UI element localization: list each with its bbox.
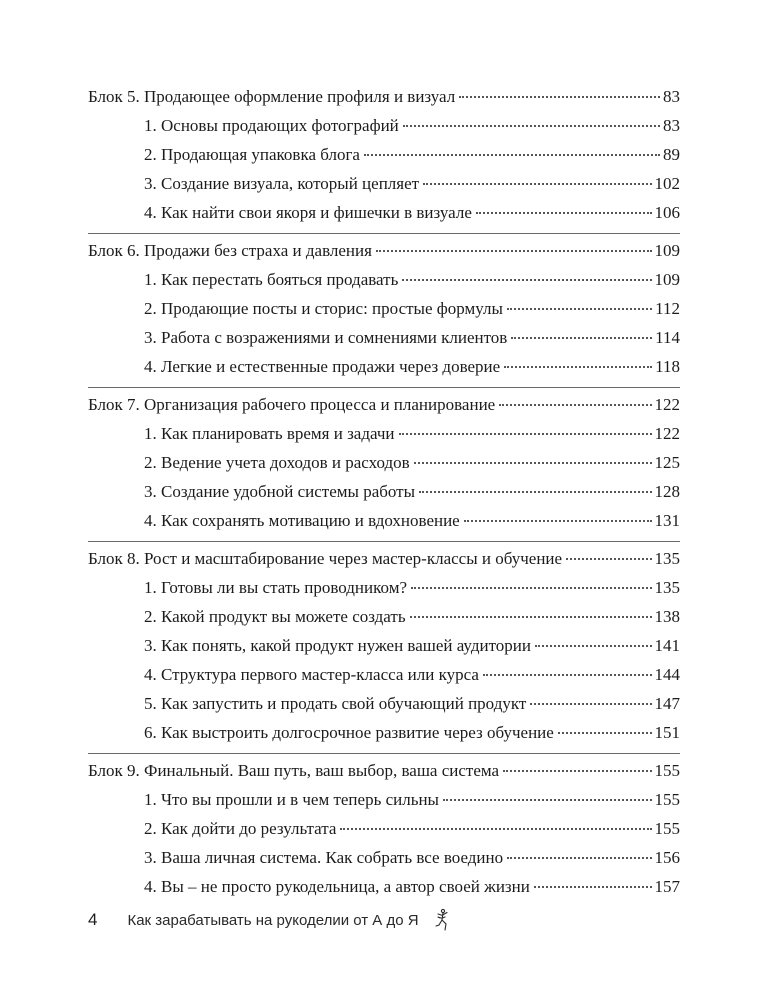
toc-item[interactable] xyxy=(88,115,680,136)
toc-page-number: 144 xyxy=(654,665,680,684)
dot-leader xyxy=(503,756,651,772)
dot-leader xyxy=(419,477,651,493)
toc-item-title: 3. Как понять, какой продукт нужен вашей аудитории xyxy=(144,636,532,655)
toc-item-title: 2. Продающая упаковка блога xyxy=(144,145,360,164)
toc-item[interactable] xyxy=(88,876,680,897)
dot-leader xyxy=(504,352,652,368)
toc-item-title: 3. Работа с возражениями и сомнениями клиентов xyxy=(144,328,508,347)
toc-item-title: 3. Ваша личная система. Как собрать все воедино xyxy=(144,848,504,867)
toc-item[interactable] xyxy=(88,818,680,839)
toc-item[interactable] xyxy=(88,664,680,685)
toc-block-7 xyxy=(88,394,680,542)
dot-leader xyxy=(483,660,652,676)
toc-heading-title: Блок 8. Рост и масштабирование через мастер-классы и обучение xyxy=(88,549,563,568)
dot-leader xyxy=(511,323,652,339)
dot-leader xyxy=(535,631,651,647)
toc-item-title: 1. Готовы ли вы стать проводником? xyxy=(144,578,408,597)
toc-item[interactable] xyxy=(88,510,680,531)
toc-page-number: 155 xyxy=(654,819,680,838)
dot-leader xyxy=(403,111,660,127)
toc-item-title: 2. Ведение учета доходов и расходов xyxy=(144,453,410,472)
toc-item-title: 1. Как планировать время и задачи xyxy=(144,424,395,443)
toc-item[interactable] xyxy=(88,481,680,502)
table-of-contents xyxy=(88,86,680,913)
dot-leader xyxy=(411,573,651,589)
toc-item-title: 2. Какой продукт вы можете создать xyxy=(144,607,406,626)
page-footer xyxy=(88,908,451,932)
footer-book-title: Как зарабатывать на рукоделии от А до Я xyxy=(127,911,419,929)
dot-leader xyxy=(402,265,651,281)
toc-item-title: 1. Как перестать бояться продавать xyxy=(144,270,399,289)
toc-item[interactable] xyxy=(88,606,680,627)
toc-item-title: 2. Продающие посты и сторис: простые формулы xyxy=(144,299,503,318)
toc-block-heading[interactable] xyxy=(88,240,680,261)
dot-leader xyxy=(507,294,652,310)
dot-leader xyxy=(558,718,652,734)
toc-page-number: 122 xyxy=(654,424,680,443)
dancer-figure-icon xyxy=(433,908,451,932)
toc-item-title: 6. Как выстроить долгосрочное развитие через обучение xyxy=(144,723,554,742)
dot-leader xyxy=(499,390,651,406)
toc-page-number: 112 xyxy=(655,299,680,318)
toc-item-title: 5. Как запустить и продать свой обучающий продукт xyxy=(144,694,527,713)
toc-page-number: 83 xyxy=(663,87,680,106)
toc-item-title: 4. Структура первого мастер-класса или курса xyxy=(144,665,479,684)
dot-leader xyxy=(414,448,652,464)
toc-item-title: 3. Создание визуала, который цепляет xyxy=(144,174,420,193)
toc-page-number: 109 xyxy=(654,270,680,289)
toc-page-number: 156 xyxy=(654,848,680,867)
dot-leader xyxy=(459,82,660,98)
toc-item-title: 3. Создание удобной системы работы xyxy=(144,482,416,501)
dot-leader xyxy=(364,140,660,156)
toc-page-number: 106 xyxy=(654,203,680,222)
toc-page-number: 155 xyxy=(654,790,680,809)
dot-leader xyxy=(476,198,652,214)
toc-item[interactable] xyxy=(88,144,680,165)
toc-page-number: 147 xyxy=(654,694,680,713)
dot-leader xyxy=(399,419,652,435)
toc-block-heading[interactable] xyxy=(88,760,680,781)
toc-page-number: 109 xyxy=(654,241,680,260)
toc-block-5 xyxy=(88,86,680,234)
toc-block-heading[interactable] xyxy=(88,548,680,569)
dot-leader xyxy=(423,169,651,185)
toc-page-number: 157 xyxy=(654,877,680,896)
toc-page-number: 151 xyxy=(654,723,680,742)
toc-item-title: 4. Как найти свои якоря и фишечки в визуале xyxy=(144,203,472,222)
toc-item[interactable] xyxy=(88,577,680,598)
toc-page-number: 135 xyxy=(654,578,680,597)
toc-item[interactable] xyxy=(88,635,680,656)
dot-leader xyxy=(507,843,651,859)
toc-item[interactable] xyxy=(88,269,680,290)
toc-item[interactable] xyxy=(88,327,680,348)
dot-leader xyxy=(376,236,652,252)
toc-page-number: 155 xyxy=(654,761,680,780)
toc-block-heading[interactable] xyxy=(88,86,680,107)
toc-page-number: 102 xyxy=(654,174,680,193)
toc-block-9 xyxy=(88,760,680,907)
toc-page-number: 125 xyxy=(654,453,680,472)
toc-block-heading[interactable] xyxy=(88,394,680,415)
toc-page-number: 138 xyxy=(654,607,680,626)
toc-page-number: 135 xyxy=(654,549,680,568)
toc-page-number: 131 xyxy=(654,511,680,530)
toc-item[interactable] xyxy=(88,173,680,194)
toc-item-title: 1. Основы продающих фотографий xyxy=(144,116,399,135)
toc-item[interactable] xyxy=(88,423,680,444)
toc-item[interactable] xyxy=(88,693,680,714)
toc-page-number: 83 xyxy=(663,116,680,135)
toc-item[interactable] xyxy=(88,722,680,743)
toc-heading-title: Блок 5. Продающее оформление профиля и визуал xyxy=(88,87,456,106)
toc-block-8 xyxy=(88,548,680,754)
toc-item[interactable] xyxy=(88,298,680,319)
toc-heading-title: Блок 6. Продажи без страха и давления xyxy=(88,241,372,260)
toc-item-title: 4. Как сохранять мотивацию и вдохновение xyxy=(144,511,460,530)
toc-item[interactable] xyxy=(88,452,680,473)
toc-page-number: 114 xyxy=(655,328,680,347)
toc-page-number: 141 xyxy=(654,636,680,655)
dot-leader xyxy=(530,689,651,705)
footer-page-number: 4 xyxy=(88,910,98,929)
toc-page-number: 89 xyxy=(663,145,680,164)
dot-leader xyxy=(534,872,652,888)
toc-heading-title: Блок 9. Финальный. Ваш путь, ваш выбор, ваша система xyxy=(88,761,500,780)
dot-leader xyxy=(464,506,652,522)
toc-item-title: 4. Легкие и естественные продажи через доверие xyxy=(144,357,501,376)
toc-page-number: 128 xyxy=(654,482,680,501)
toc-page-number: 122 xyxy=(654,395,680,414)
dot-leader xyxy=(340,814,651,830)
toc-item-title: 2. Как дойти до результата xyxy=(144,819,337,838)
toc-item[interactable] xyxy=(88,789,680,810)
dot-leader xyxy=(443,785,652,801)
toc-item-title: 4. Вы – не просто рукодельница, а автор своей жизни xyxy=(144,877,530,896)
toc-block-6 xyxy=(88,240,680,388)
toc-item[interactable] xyxy=(88,202,680,223)
dot-leader xyxy=(410,602,652,618)
toc-page-number: 118 xyxy=(655,357,680,376)
toc-item[interactable] xyxy=(88,356,680,377)
toc-item-title: 1. Что вы прошли и в чем теперь сильны xyxy=(144,790,439,809)
dot-leader xyxy=(566,544,651,560)
toc-heading-title: Блок 7. Организация рабочего процесса и планирование xyxy=(88,395,496,414)
toc-item[interactable] xyxy=(88,847,680,868)
